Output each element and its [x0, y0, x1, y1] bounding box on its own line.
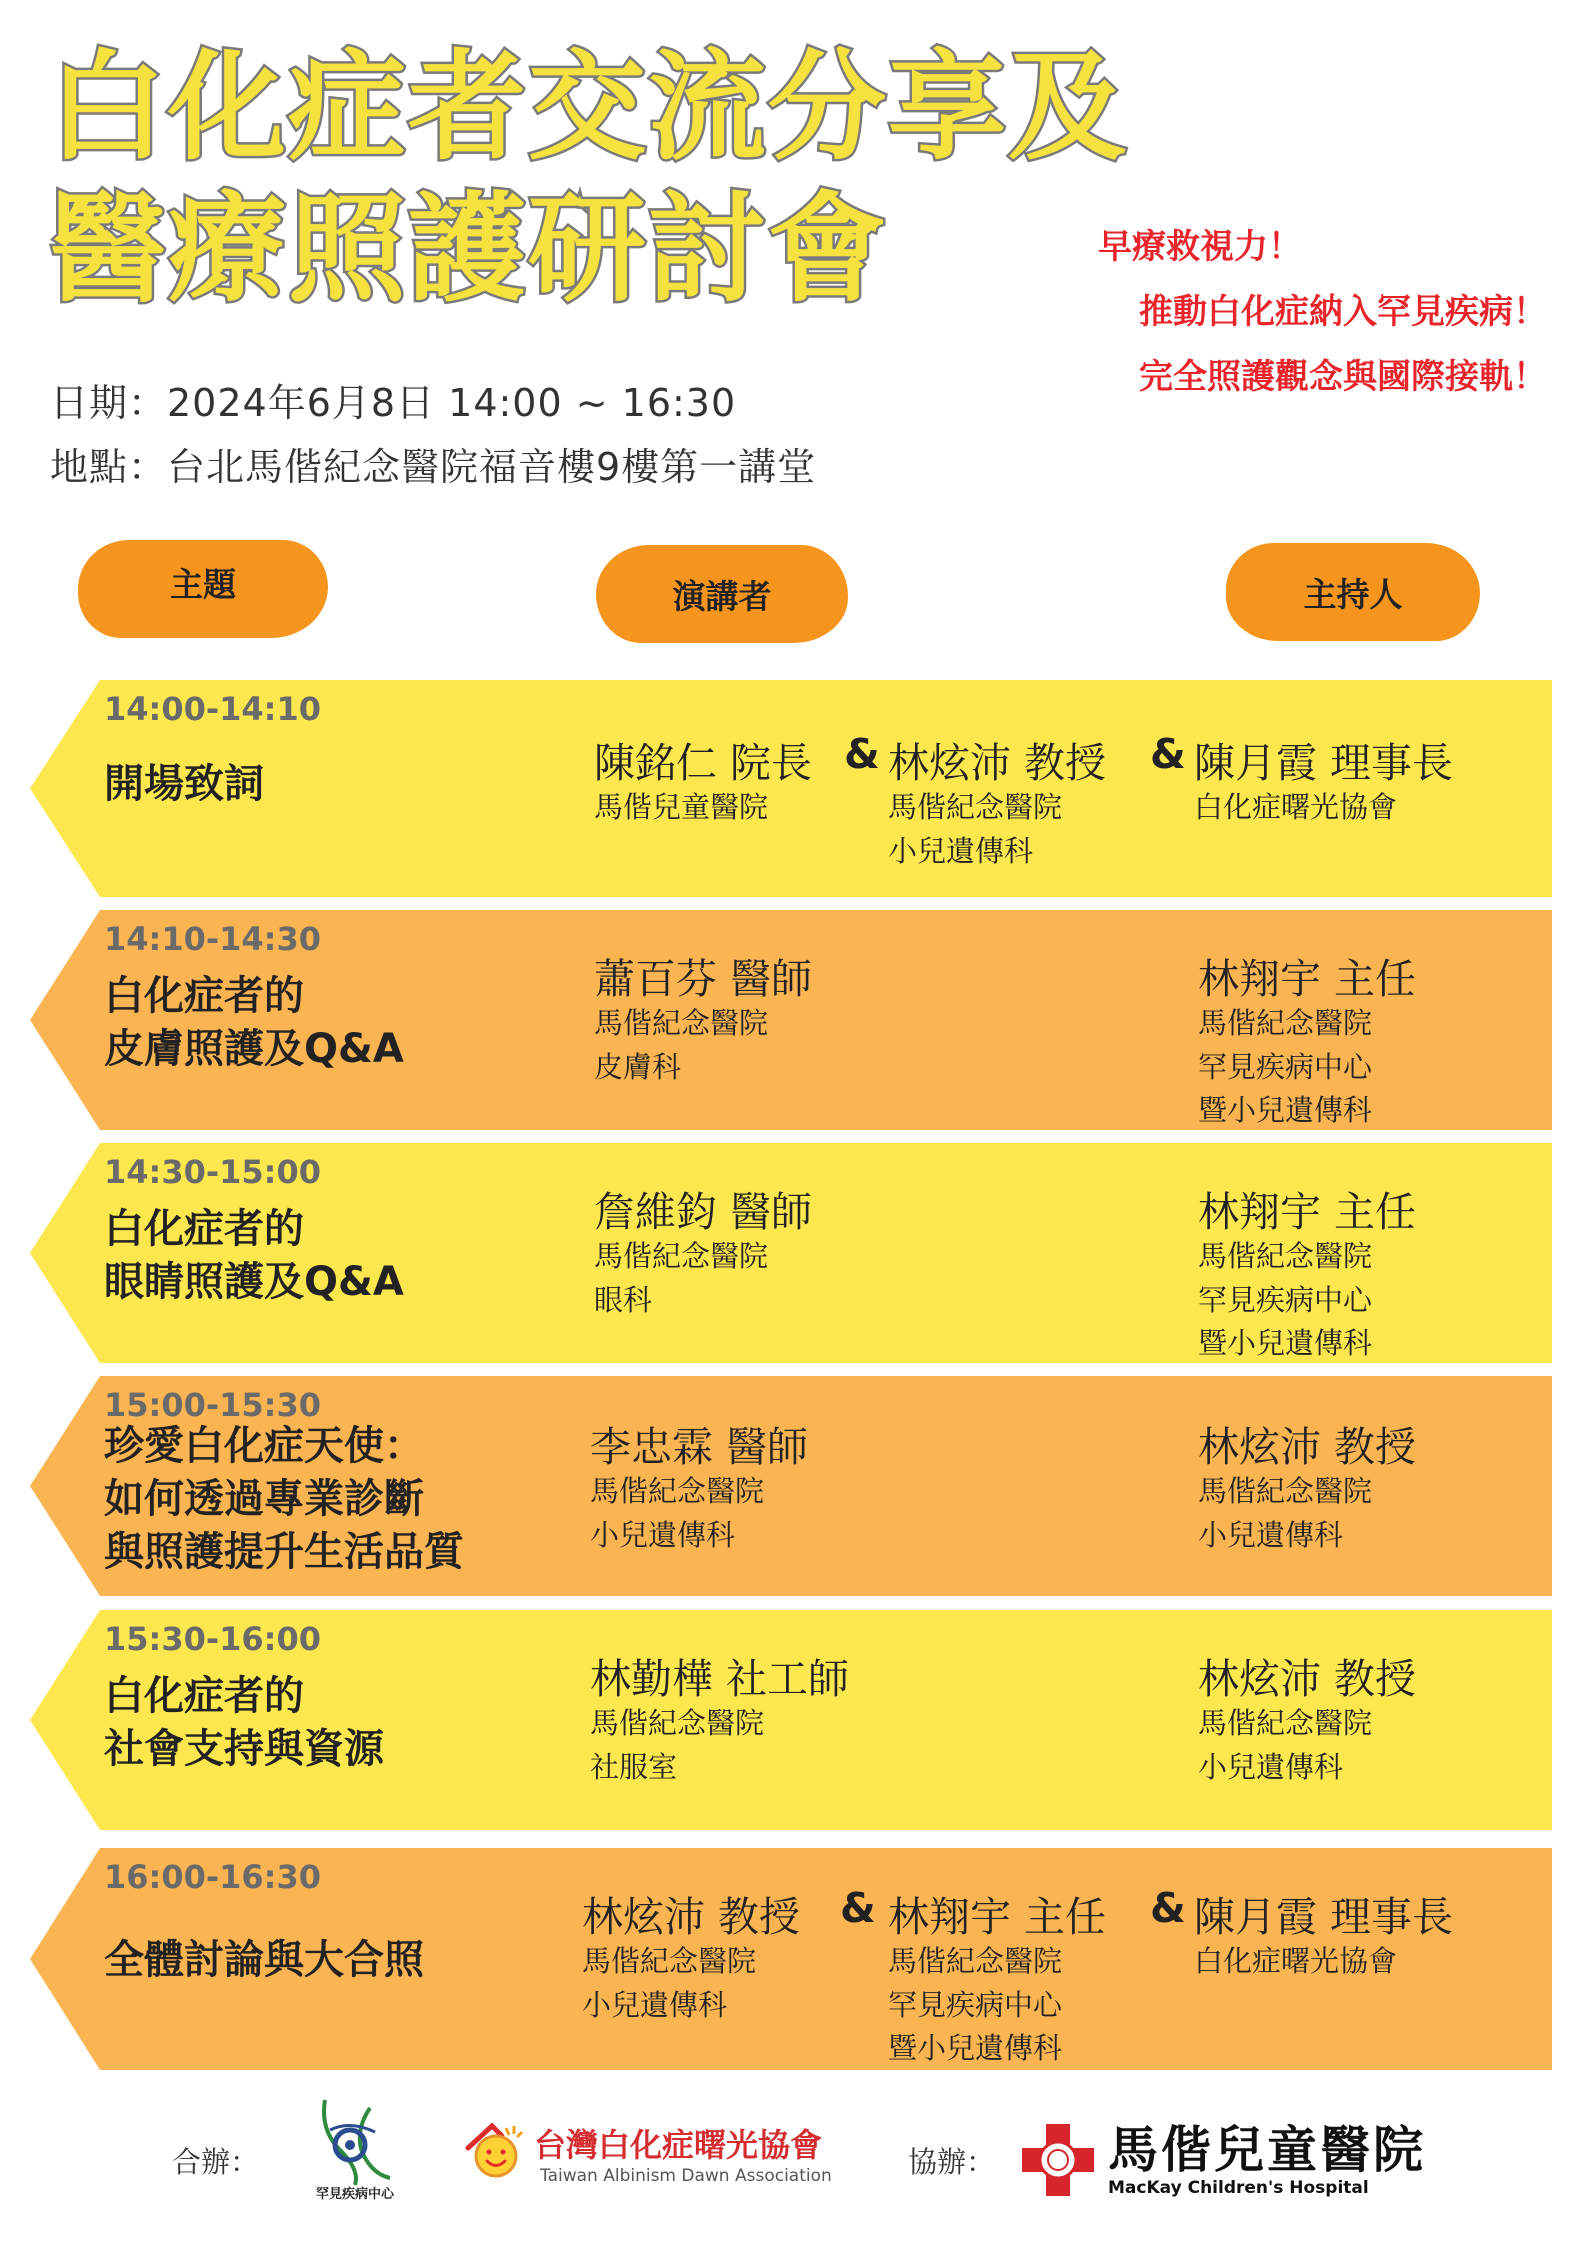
event-date: 日期：2024年6月8日 14:00 ~ 16:30 — [50, 381, 737, 425]
host-name: 林翔宇 主任 — [1198, 1188, 1417, 1236]
event-title-line-2: 醫療照護研討會 — [48, 180, 889, 318]
row-time: 14:30-15:00 — [104, 1153, 321, 1191]
slogan-1: 早療救視力！ — [1098, 227, 1302, 267]
speaker-name: 林翔宇 主任 — [888, 1893, 1107, 1941]
schedule-row — [30, 680, 1552, 897]
association-name-en: Taiwan Albinism Dawn Association — [540, 2166, 832, 2186]
host-affiliation: 馬偕紀念醫院 小兒遺傳科 — [1198, 1706, 1373, 1784]
ampersand: & — [1150, 730, 1186, 778]
header-topic: 主題 — [78, 540, 328, 638]
speaker-name: 陳月霞 理事長 — [1194, 1893, 1454, 1941]
row-topic: 白化症者的 社會支持與資源 — [104, 1673, 384, 1772]
row-time: 14:10-14:30 — [104, 920, 321, 958]
speaker-affiliation: 白化症曙光協會 — [1194, 790, 1398, 824]
ampersand: & — [840, 1884, 876, 1932]
mackay-hospital-logo — [1018, 2120, 1098, 2200]
speaker-name: 陳銘仁 院長 — [594, 739, 813, 787]
speaker-affiliation: 馬偕紀念醫院 皮膚科 — [594, 1006, 769, 1084]
host-affiliation: 馬偕紀念醫院 罕見疾病中心 暨小兒遺傳科 — [1198, 1239, 1373, 1360]
row-time: 16:00-16:30 — [104, 1858, 321, 1896]
speaker-affiliation: 馬偕紀念醫院 小兒遺傳科 — [590, 1474, 765, 1552]
host-name: 林炫沛 教授 — [1198, 1655, 1417, 1703]
speaker-name: 林勤樺 社工師 — [590, 1655, 850, 1703]
schedule-row — [30, 1848, 1552, 2070]
host-affiliation: 馬偕紀念醫院 罕見疾病中心 暨小兒遺傳科 — [1198, 1006, 1373, 1127]
row-time: 15:00-15:30 — [104, 1386, 321, 1424]
ampersand: & — [844, 730, 880, 778]
assistant-organizer-label: 協辦： — [908, 2145, 996, 2179]
row-topic: 白化症者的 眼睛照護及Q&A — [104, 1206, 404, 1305]
speaker-affiliation: 白化症曙光協會 — [1194, 1944, 1398, 1978]
header-host: 主持人 — [1226, 543, 1480, 641]
speaker-name: 林炫沛 教授 — [888, 739, 1107, 787]
speaker-name: 蕭百芬 醫師 — [594, 955, 813, 1003]
speaker-affiliation: 馬偕紀念醫院 小兒遺傳科 — [888, 790, 1063, 868]
speaker-affiliation: 馬偕紀念醫院 社服室 — [590, 1706, 765, 1784]
speaker-affiliation: 馬偕紀念醫院 小兒遺傳科 — [582, 1944, 757, 2022]
row-topic: 珍愛白化症天使： 如何透過專業診斷 與照護提升生活品質 — [104, 1423, 464, 1575]
ampersand: & — [1150, 1884, 1186, 1932]
event-place: 地點：台北馬偕紀念醫院福音樓9樓第一講堂 — [50, 445, 817, 489]
schedule-row — [30, 1376, 1552, 1596]
mackay-hospital-name-en: MacKay Children's Hospital — [1108, 2178, 1369, 2198]
host-name: 林炫沛 教授 — [1198, 1423, 1417, 1471]
header-speaker: 演講者 — [596, 545, 848, 643]
slogan-2: 推動白化症納入罕見疾病！ — [1139, 292, 1547, 332]
association-name-zh: 台灣白化症曙光協會 — [534, 2126, 823, 2164]
schedule-row — [30, 1610, 1552, 1830]
schedule-row — [30, 910, 1552, 1130]
event-title-line-1: 白化症者交流分享及 — [48, 38, 1129, 176]
mackay-hospital-name-zh: 馬偕兒童醫院 — [1108, 2120, 1426, 2179]
speaker-affiliation: 馬偕兒童醫院 — [594, 790, 769, 824]
albinism-association-logo — [462, 2118, 526, 2182]
rare-disease-center-name: 罕見疾病中心 — [315, 2187, 394, 2202]
speaker-name: 詹維鈞 醫師 — [594, 1188, 813, 1236]
speaker-name: 林炫沛 教授 — [582, 1893, 801, 1941]
host-affiliation: 馬偕紀念醫院 小兒遺傳科 — [1198, 1474, 1373, 1552]
row-topic: 開場致詞 — [104, 761, 264, 807]
speaker-affiliation: 馬偕紀念醫院 罕見疾病中心 暨小兒遺傳科 — [888, 1944, 1063, 2065]
row-topic: 白化症者的 皮膚照護及Q&A — [104, 973, 404, 1072]
host-name: 林翔宇 主任 — [1198, 955, 1417, 1003]
co-organizer-label: 合辦： — [172, 2145, 260, 2179]
speaker-name: 李忠霖 醫師 — [590, 1423, 809, 1471]
row-time: 14:00-14:10 — [104, 690, 321, 728]
row-topic: 全體討論與大合照 — [104, 1937, 424, 1983]
speaker-affiliation: 馬偕紀念醫院 眼科 — [594, 1239, 769, 1317]
schedule-row — [30, 1143, 1552, 1363]
slogan-3: 完全照護觀念與國際接軌！ — [1139, 357, 1547, 397]
speaker-name: 陳月霞 理事長 — [1194, 739, 1454, 787]
row-time: 15:30-16:00 — [104, 1620, 321, 1658]
